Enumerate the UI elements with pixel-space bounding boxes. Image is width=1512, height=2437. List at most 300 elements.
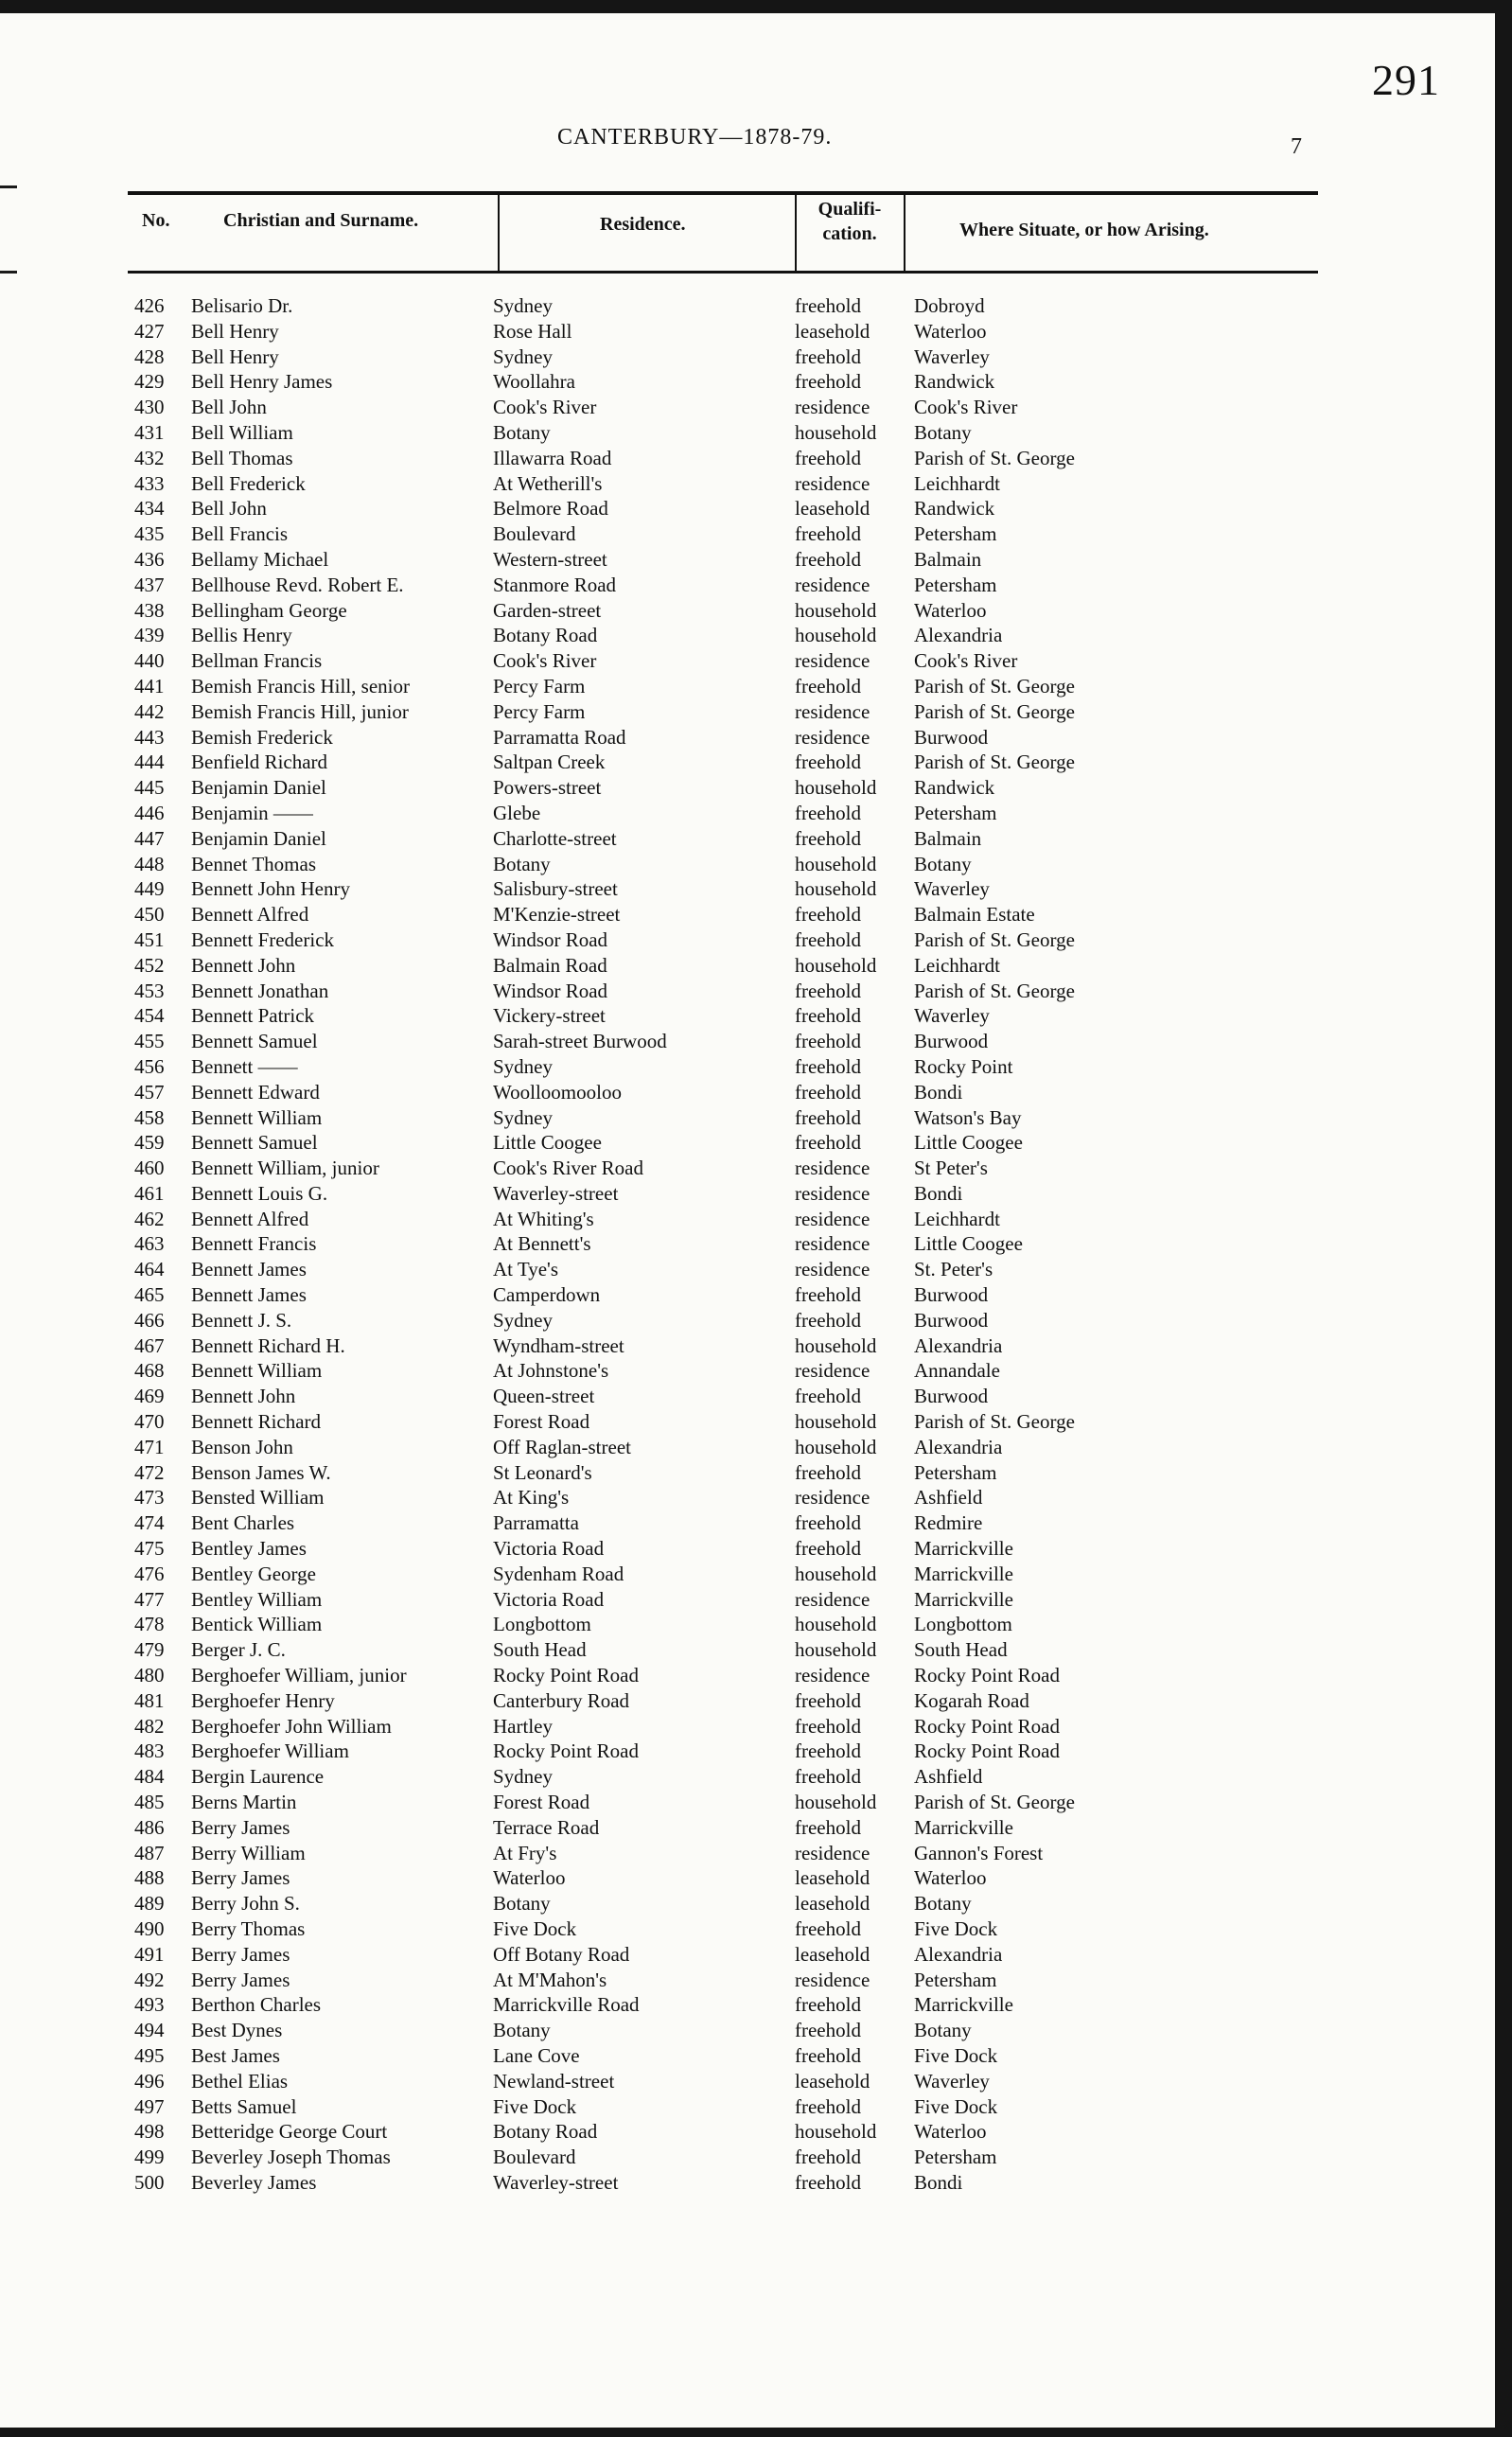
cell-where: Alexandria <box>914 624 1003 647</box>
cell-residence: Cook's River Road <box>493 1157 643 1180</box>
cell-where: Leichhardt <box>914 953 1000 977</box>
cell-name: Bennett Jonathan <box>191 979 329 1002</box>
cell-qualification: residence <box>795 699 870 723</box>
table-row <box>0 1916 1512 1942</box>
cell-name: Bellman Francis <box>191 649 323 673</box>
cell-qualification: residence <box>795 1841 870 1864</box>
cell-qualification: freehold <box>795 903 861 927</box>
cell-no: 497 <box>134 2094 165 2118</box>
cell-qualification: residence <box>795 1157 870 1180</box>
cell-where: Balmain <box>914 547 982 571</box>
table-row <box>0 1282 1512 1308</box>
cell-no: 482 <box>134 1714 165 1738</box>
table-row <box>0 1841 1512 1866</box>
cell-qualification: household <box>795 776 877 800</box>
cell-where: Alexandria <box>914 1942 1003 1966</box>
column-header-qualification-line1: Qualifi- <box>818 199 882 220</box>
cell-residence: Little Coogee <box>493 1131 602 1155</box>
table-row <box>0 1536 1512 1562</box>
cell-residence: Rocky Point Road <box>493 1739 640 1763</box>
cell-qualification: household <box>795 1562 877 1585</box>
cell-qualification: freehold <box>795 1004 861 1028</box>
cell-no: 474 <box>134 1511 165 1535</box>
sheet-number: 7 <box>1291 134 1302 159</box>
cell-qualification: freehold <box>795 927 861 951</box>
cell-no: 457 <box>134 1080 165 1104</box>
cell-name: Bell John <box>191 396 267 419</box>
cell-no: 486 <box>134 1815 165 1839</box>
cell-where: Rocky Point <box>914 1054 1013 1078</box>
column-header-residence: Residence. <box>600 214 686 235</box>
table-row <box>0 2170 1512 2196</box>
cell-where: Waverley <box>914 877 990 901</box>
cell-name: Bennett Samuel <box>191 1131 318 1155</box>
column-header-name: Christian and Surname. <box>223 210 419 231</box>
table-row <box>0 927 1512 953</box>
cell-name: Bennett Louis G. <box>191 1181 328 1205</box>
cell-no: 461 <box>134 1181 165 1205</box>
column-header-qualification <box>797 197 903 246</box>
cell-name: Bell Henry <box>191 344 279 368</box>
page-number: 291 <box>1372 56 1440 104</box>
cell-where: Alexandria <box>914 1435 1003 1458</box>
cell-where: Parish of St. George <box>914 1410 1075 1434</box>
cell-no: 459 <box>134 1131 165 1155</box>
cell-no: 443 <box>134 725 165 749</box>
cell-where: Burwood <box>914 725 989 749</box>
cell-where: Bondi <box>914 1080 963 1104</box>
cell-name: Berry Thomas <box>191 1917 306 1940</box>
table-row <box>0 902 1512 927</box>
cell-where: Five Dock <box>914 2043 998 2067</box>
cell-name: Berthon Charles <box>191 1993 322 2017</box>
scan-top-edge <box>0 0 1512 13</box>
scan-bottom-edge <box>0 2428 1512 2437</box>
cell-residence: Windsor Road <box>493 979 608 1002</box>
cell-qualification: freehold <box>795 1283 861 1307</box>
table-row <box>0 699 1512 725</box>
cell-residence: Woolloomooloo <box>493 1080 622 1104</box>
cell-residence: Woollahra <box>493 370 575 394</box>
column-header-no: No. <box>142 210 170 231</box>
cell-no: 427 <box>134 319 165 343</box>
table-row <box>0 1992 1512 2018</box>
cell-residence: At Fry's <box>493 1841 557 1864</box>
cell-where: Longbottom <box>914 1613 1012 1636</box>
cell-name: Bennett John <box>191 953 296 977</box>
cell-name: Bell Henry James <box>191 370 333 394</box>
cell-qualification: household <box>795 877 877 901</box>
cell-no: 473 <box>134 1486 165 1510</box>
cell-where: Little Coogee <box>914 1232 1023 1256</box>
cell-where: Waverley <box>914 2069 990 2093</box>
cell-where: Randwick <box>914 776 995 800</box>
cell-qualification: household <box>795 1638 877 1662</box>
cell-qualification: freehold <box>795 1537 861 1561</box>
cell-residence: Sarah-street Burwood <box>493 1030 667 1053</box>
table-row <box>0 547 1512 573</box>
cell-residence: South Head <box>493 1638 587 1662</box>
cell-qualification: leasehold <box>795 2069 870 2093</box>
cell-qualification: residence <box>795 1207 870 1230</box>
cell-name: Berry James <box>191 1815 290 1839</box>
cell-qualification: residence <box>795 396 870 419</box>
cell-where: Botany <box>914 1892 972 1916</box>
cell-no: 500 <box>134 2170 165 2194</box>
cell-no: 449 <box>134 877 165 901</box>
cell-name: Bennett Edward <box>191 1080 320 1104</box>
cell-residence: Sydney <box>493 1765 553 1789</box>
cell-residence: Salisbury-street <box>493 877 618 901</box>
cell-residence: Sydney <box>493 1054 553 1078</box>
cell-where: Waterloo <box>914 598 987 622</box>
cell-name: Bennett John <box>191 1385 296 1408</box>
cell-where: Parish of St. George <box>914 979 1075 1002</box>
cell-qualification: household <box>795 624 877 647</box>
cell-no: 483 <box>134 1739 165 1763</box>
table-row <box>0 750 1512 775</box>
cell-residence: Newland-street <box>493 2069 615 2093</box>
cell-where: Parish of St. George <box>914 751 1075 774</box>
cell-qualification: freehold <box>795 2170 861 2194</box>
table-row <box>0 1080 1512 1105</box>
column-header-where: Where Situate, or how Arising. <box>959 220 1209 240</box>
cell-name: Benson John <box>191 1435 293 1458</box>
table-row <box>0 1510 1512 1536</box>
cell-name: Bennett James <box>191 1283 307 1307</box>
cell-residence: Hartley <box>493 1714 553 1738</box>
cell-qualification: household <box>795 420 877 444</box>
cell-residence: At Bennett's <box>493 1232 591 1256</box>
cell-no: 496 <box>134 2069 165 2093</box>
cell-where: Botany <box>914 852 972 875</box>
cell-no: 468 <box>134 1359 165 1383</box>
cell-no: 490 <box>134 1917 165 1940</box>
column-divider <box>904 193 905 271</box>
cell-no: 441 <box>134 674 165 698</box>
table-row <box>0 1790 1512 1815</box>
cell-residence: Botany <box>493 852 551 875</box>
cell-name: Benjamin —— <box>191 801 313 824</box>
cell-qualification: household <box>795 852 877 875</box>
cell-residence: Parramatta <box>493 1511 579 1535</box>
cell-qualification: freehold <box>795 1385 861 1408</box>
cell-no: 491 <box>134 1942 165 1966</box>
cell-residence: Off Botany Road <box>493 1942 630 1966</box>
cell-residence: Longbottom <box>493 1613 591 1636</box>
cell-residence: M'Kenzie-street <box>493 903 621 927</box>
table-row <box>0 1942 1512 1968</box>
cell-no: 439 <box>134 624 165 647</box>
cell-qualification: residence <box>795 1232 870 1256</box>
cell-where: Rocky Point Road <box>914 1739 1061 1763</box>
cell-qualification: freehold <box>795 1993 861 2017</box>
cell-qualification: household <box>795 953 877 977</box>
cell-where: Waterloo <box>914 1866 987 1890</box>
cell-residence: Lane Cove <box>493 2043 580 2067</box>
cell-name: Berry John S. <box>191 1892 300 1916</box>
cell-name: Bennett William <box>191 1105 323 1129</box>
cell-no: 487 <box>134 1841 165 1864</box>
cell-qualification: residence <box>795 1181 870 1205</box>
cell-qualification: leasehold <box>795 1866 870 1890</box>
cell-where: Gannon's Forest <box>914 1841 1044 1864</box>
cell-name: Best Dynes <box>191 2019 283 2042</box>
cell-where: Five Dock <box>914 1917 998 1940</box>
cell-qualification: freehold <box>795 522 861 546</box>
cell-where: Burwood <box>914 1308 989 1332</box>
cell-name: Bennett Richard <box>191 1410 322 1434</box>
cell-name: Berry James <box>191 1866 290 1890</box>
cell-qualification: freehold <box>795 1688 861 1712</box>
cell-residence: Sydney <box>493 344 553 368</box>
cell-name: Bentley James <box>191 1537 307 1561</box>
cell-no: 465 <box>134 1283 165 1307</box>
cell-where: Redmire <box>914 1511 983 1535</box>
cell-qualification: freehold <box>795 1460 861 1484</box>
cell-where: Botany <box>914 2019 972 2042</box>
table-row <box>0 1003 1512 1029</box>
cell-name: Berry James <box>191 1968 290 1991</box>
cell-name: Bell John <box>191 497 267 521</box>
cell-where: Kogarah Road <box>914 1688 1029 1712</box>
cell-no: 477 <box>134 1587 165 1611</box>
table-row <box>0 2119 1512 2145</box>
table-row <box>0 1891 1512 1916</box>
cell-no: 462 <box>134 1207 165 1230</box>
cell-residence: Boulevard <box>493 522 576 546</box>
cell-no: 478 <box>134 1613 165 1636</box>
cell-name: Belisario Dr. <box>191 294 293 317</box>
cell-where: Parish of St. George <box>914 674 1075 698</box>
cell-no: 480 <box>134 1664 165 1687</box>
cell-no: 488 <box>134 1866 165 1890</box>
cell-where: Waterloo <box>914 319 987 343</box>
cell-residence: Windsor Road <box>493 927 608 951</box>
table-row <box>0 521 1512 547</box>
cell-residence: Botany <box>493 420 551 444</box>
table-row <box>0 2043 1512 2069</box>
cell-where: Marrickville <box>914 1993 1013 2017</box>
cell-name: Bennett —— <box>191 1054 298 1078</box>
cell-no: 450 <box>134 903 165 927</box>
table-row <box>0 1409 1512 1435</box>
cell-residence: Queen-street <box>493 1385 595 1408</box>
cell-where: Petersham <box>914 801 997 824</box>
cell-qualification: household <box>795 2120 877 2144</box>
table-row <box>0 471 1512 497</box>
cell-residence: Saltpan Creek <box>493 751 606 774</box>
cell-name: Bentley William <box>191 1587 323 1611</box>
cell-name: Berghoefer Henry <box>191 1688 335 1712</box>
cell-where: Dobroyd <box>914 294 985 317</box>
table-row <box>0 1156 1512 1181</box>
page-title: CANTERBURY—1878-79. <box>557 125 833 150</box>
cell-name: Bell Frederick <box>191 471 306 495</box>
cell-residence: Botany Road <box>493 624 598 647</box>
table-row <box>0 1688 1512 1714</box>
table-row <box>0 1637 1512 1663</box>
table-row <box>0 1054 1512 1080</box>
cell-residence: Wyndham-street <box>493 1333 624 1357</box>
table-row <box>0 648 1512 674</box>
cell-name: Bell Henry <box>191 319 279 343</box>
cell-residence: Waverley-street <box>493 1181 619 1205</box>
cell-residence: At M'Mahon's <box>493 1968 607 1991</box>
cell-no: 466 <box>134 1308 165 1332</box>
cell-residence: Terrace Road <box>493 1815 600 1839</box>
cell-name: Berghoefer John William <box>191 1714 392 1738</box>
cell-where: Leichhardt <box>914 1207 1000 1230</box>
cell-residence: Waverley-street <box>493 2170 619 2194</box>
cell-no: 467 <box>134 1333 165 1357</box>
cell-name: Bentick William <box>191 1613 323 1636</box>
cell-name: Bennett Samuel <box>191 1030 318 1053</box>
cell-no: 498 <box>134 2120 165 2144</box>
cell-residence: Victoria Road <box>493 1587 605 1611</box>
cell-name: Bennet Thomas <box>191 852 317 875</box>
cell-where: Bondi <box>914 1181 963 1205</box>
cell-qualification: residence <box>795 1359 870 1383</box>
cell-residence: At Tye's <box>493 1258 559 1281</box>
cell-where: Randwick <box>914 370 995 394</box>
cell-residence: Cook's River <box>493 649 597 673</box>
table-row <box>0 446 1512 471</box>
cell-name: Berns Martin <box>191 1791 297 1814</box>
cell-residence: Percy Farm <box>493 699 586 723</box>
cell-qualification: freehold <box>795 446 861 469</box>
cell-no: 494 <box>134 2019 165 2042</box>
cell-name: Beverley Joseph Thomas <box>191 2146 391 2169</box>
table-row <box>0 1181 1512 1207</box>
cell-no: 430 <box>134 396 165 419</box>
cell-where: Burwood <box>914 1385 989 1408</box>
table-row <box>0 2094 1512 2120</box>
cell-where: Five Dock <box>914 2094 998 2118</box>
cell-where: Bondi <box>914 2170 963 2194</box>
cell-qualification: freehold <box>795 1511 861 1535</box>
cell-no: 458 <box>134 1105 165 1129</box>
cell-where: Balmain <box>914 826 982 850</box>
cell-no: 456 <box>134 1054 165 1078</box>
cell-no: 489 <box>134 1892 165 1916</box>
cell-no: 447 <box>134 826 165 850</box>
cell-residence: Stanmore Road <box>493 573 617 596</box>
cell-name: Bennett William, junior <box>191 1157 379 1180</box>
cell-no: 434 <box>134 497 165 521</box>
cell-no: 446 <box>134 801 165 824</box>
cell-name: Berger J. C. <box>191 1638 286 1662</box>
cell-where: Parish of St. George <box>914 927 1075 951</box>
cell-where: Randwick <box>914 497 995 521</box>
cell-qualification: residence <box>795 1486 870 1510</box>
table-row <box>0 1739 1512 1764</box>
cell-no: 448 <box>134 852 165 875</box>
cell-name: Betts Samuel <box>191 2094 297 2118</box>
cell-no: 432 <box>134 446 165 469</box>
cell-qualification: leasehold <box>795 319 870 343</box>
cell-residence: Percy Farm <box>493 674 586 698</box>
cell-residence: Sydenham Road <box>493 1562 624 1585</box>
cell-name: Bellamy Michael <box>191 547 329 571</box>
cell-qualification: residence <box>795 573 870 596</box>
cell-where: Cook's River <box>914 649 1018 673</box>
header-bottom-rule <box>128 271 1318 274</box>
table-row <box>0 1308 1512 1333</box>
cell-name: Bemish Frederick <box>191 725 333 749</box>
cell-qualification: freehold <box>795 547 861 571</box>
cell-where: Leichhardt <box>914 471 1000 495</box>
table-row <box>0 496 1512 521</box>
table-row <box>0 1562 1512 1587</box>
cell-no: 469 <box>134 1385 165 1408</box>
table-row <box>0 1663 1512 1688</box>
cell-qualification: freehold <box>795 801 861 824</box>
cell-name: Bennett Alfred <box>191 903 309 927</box>
table-row <box>0 1764 1512 1790</box>
table-row <box>0 1384 1512 1409</box>
cell-where: Watson's Bay <box>914 1105 1022 1129</box>
cell-name: Berry James <box>191 1942 290 1966</box>
cell-residence: At Whiting's <box>493 1207 594 1230</box>
cell-no: 485 <box>134 1791 165 1814</box>
table-row <box>0 826 1512 852</box>
table-row <box>0 623 1512 648</box>
cell-no: 433 <box>134 471 165 495</box>
cell-no: 440 <box>134 649 165 673</box>
voter-list <box>0 293 1512 2196</box>
cell-no: 463 <box>134 1232 165 1256</box>
cell-residence: Cook's River <box>493 396 597 419</box>
cell-name: Berghoefer William, junior <box>191 1664 407 1687</box>
cell-no: 454 <box>134 1004 165 1028</box>
cell-no: 445 <box>134 776 165 800</box>
cell-where: Balmain Estate <box>914 903 1035 927</box>
cell-qualification: freehold <box>795 344 861 368</box>
cell-qualification: freehold <box>795 1054 861 1078</box>
cell-where: Petersham <box>914 522 997 546</box>
cell-no: 479 <box>134 1638 165 1662</box>
cell-qualification: freehold <box>795 2146 861 2169</box>
cell-name: Bennett James <box>191 1258 307 1281</box>
cell-qualification: household <box>795 1613 877 1636</box>
cell-name: Bellhouse Revd. Robert E. <box>191 573 404 596</box>
table-row <box>0 1968 1512 1993</box>
cell-no: 472 <box>134 1460 165 1484</box>
cell-where: Annandale <box>914 1359 1000 1383</box>
cell-name: Bemish Francis Hill, senior <box>191 674 410 698</box>
cell-no: 435 <box>134 522 165 546</box>
cell-qualification: freehold <box>795 2094 861 2118</box>
cell-where: Cook's River <box>914 396 1018 419</box>
cell-residence: Vickery-street <box>493 1004 606 1028</box>
cell-residence: Sydney <box>493 1308 553 1332</box>
cell-residence: At King's <box>493 1486 570 1510</box>
cell-residence: Victoria Road <box>493 1537 605 1561</box>
table-row <box>0 573 1512 598</box>
cell-residence: Botany <box>493 1892 551 1916</box>
cell-no: 438 <box>134 598 165 622</box>
cell-qualification: household <box>795 1791 877 1814</box>
cell-where: Marrickville <box>914 1537 1013 1561</box>
cell-no: 426 <box>134 294 165 317</box>
cell-residence: Illawarra Road <box>493 446 612 469</box>
cell-where: Ashfield <box>914 1765 983 1789</box>
cell-where: Petersham <box>914 2146 997 2169</box>
cell-where: Little Coogee <box>914 1131 1023 1155</box>
cell-residence: Forest Road <box>493 1410 590 1434</box>
cell-name: Bennett John Henry <box>191 877 350 901</box>
